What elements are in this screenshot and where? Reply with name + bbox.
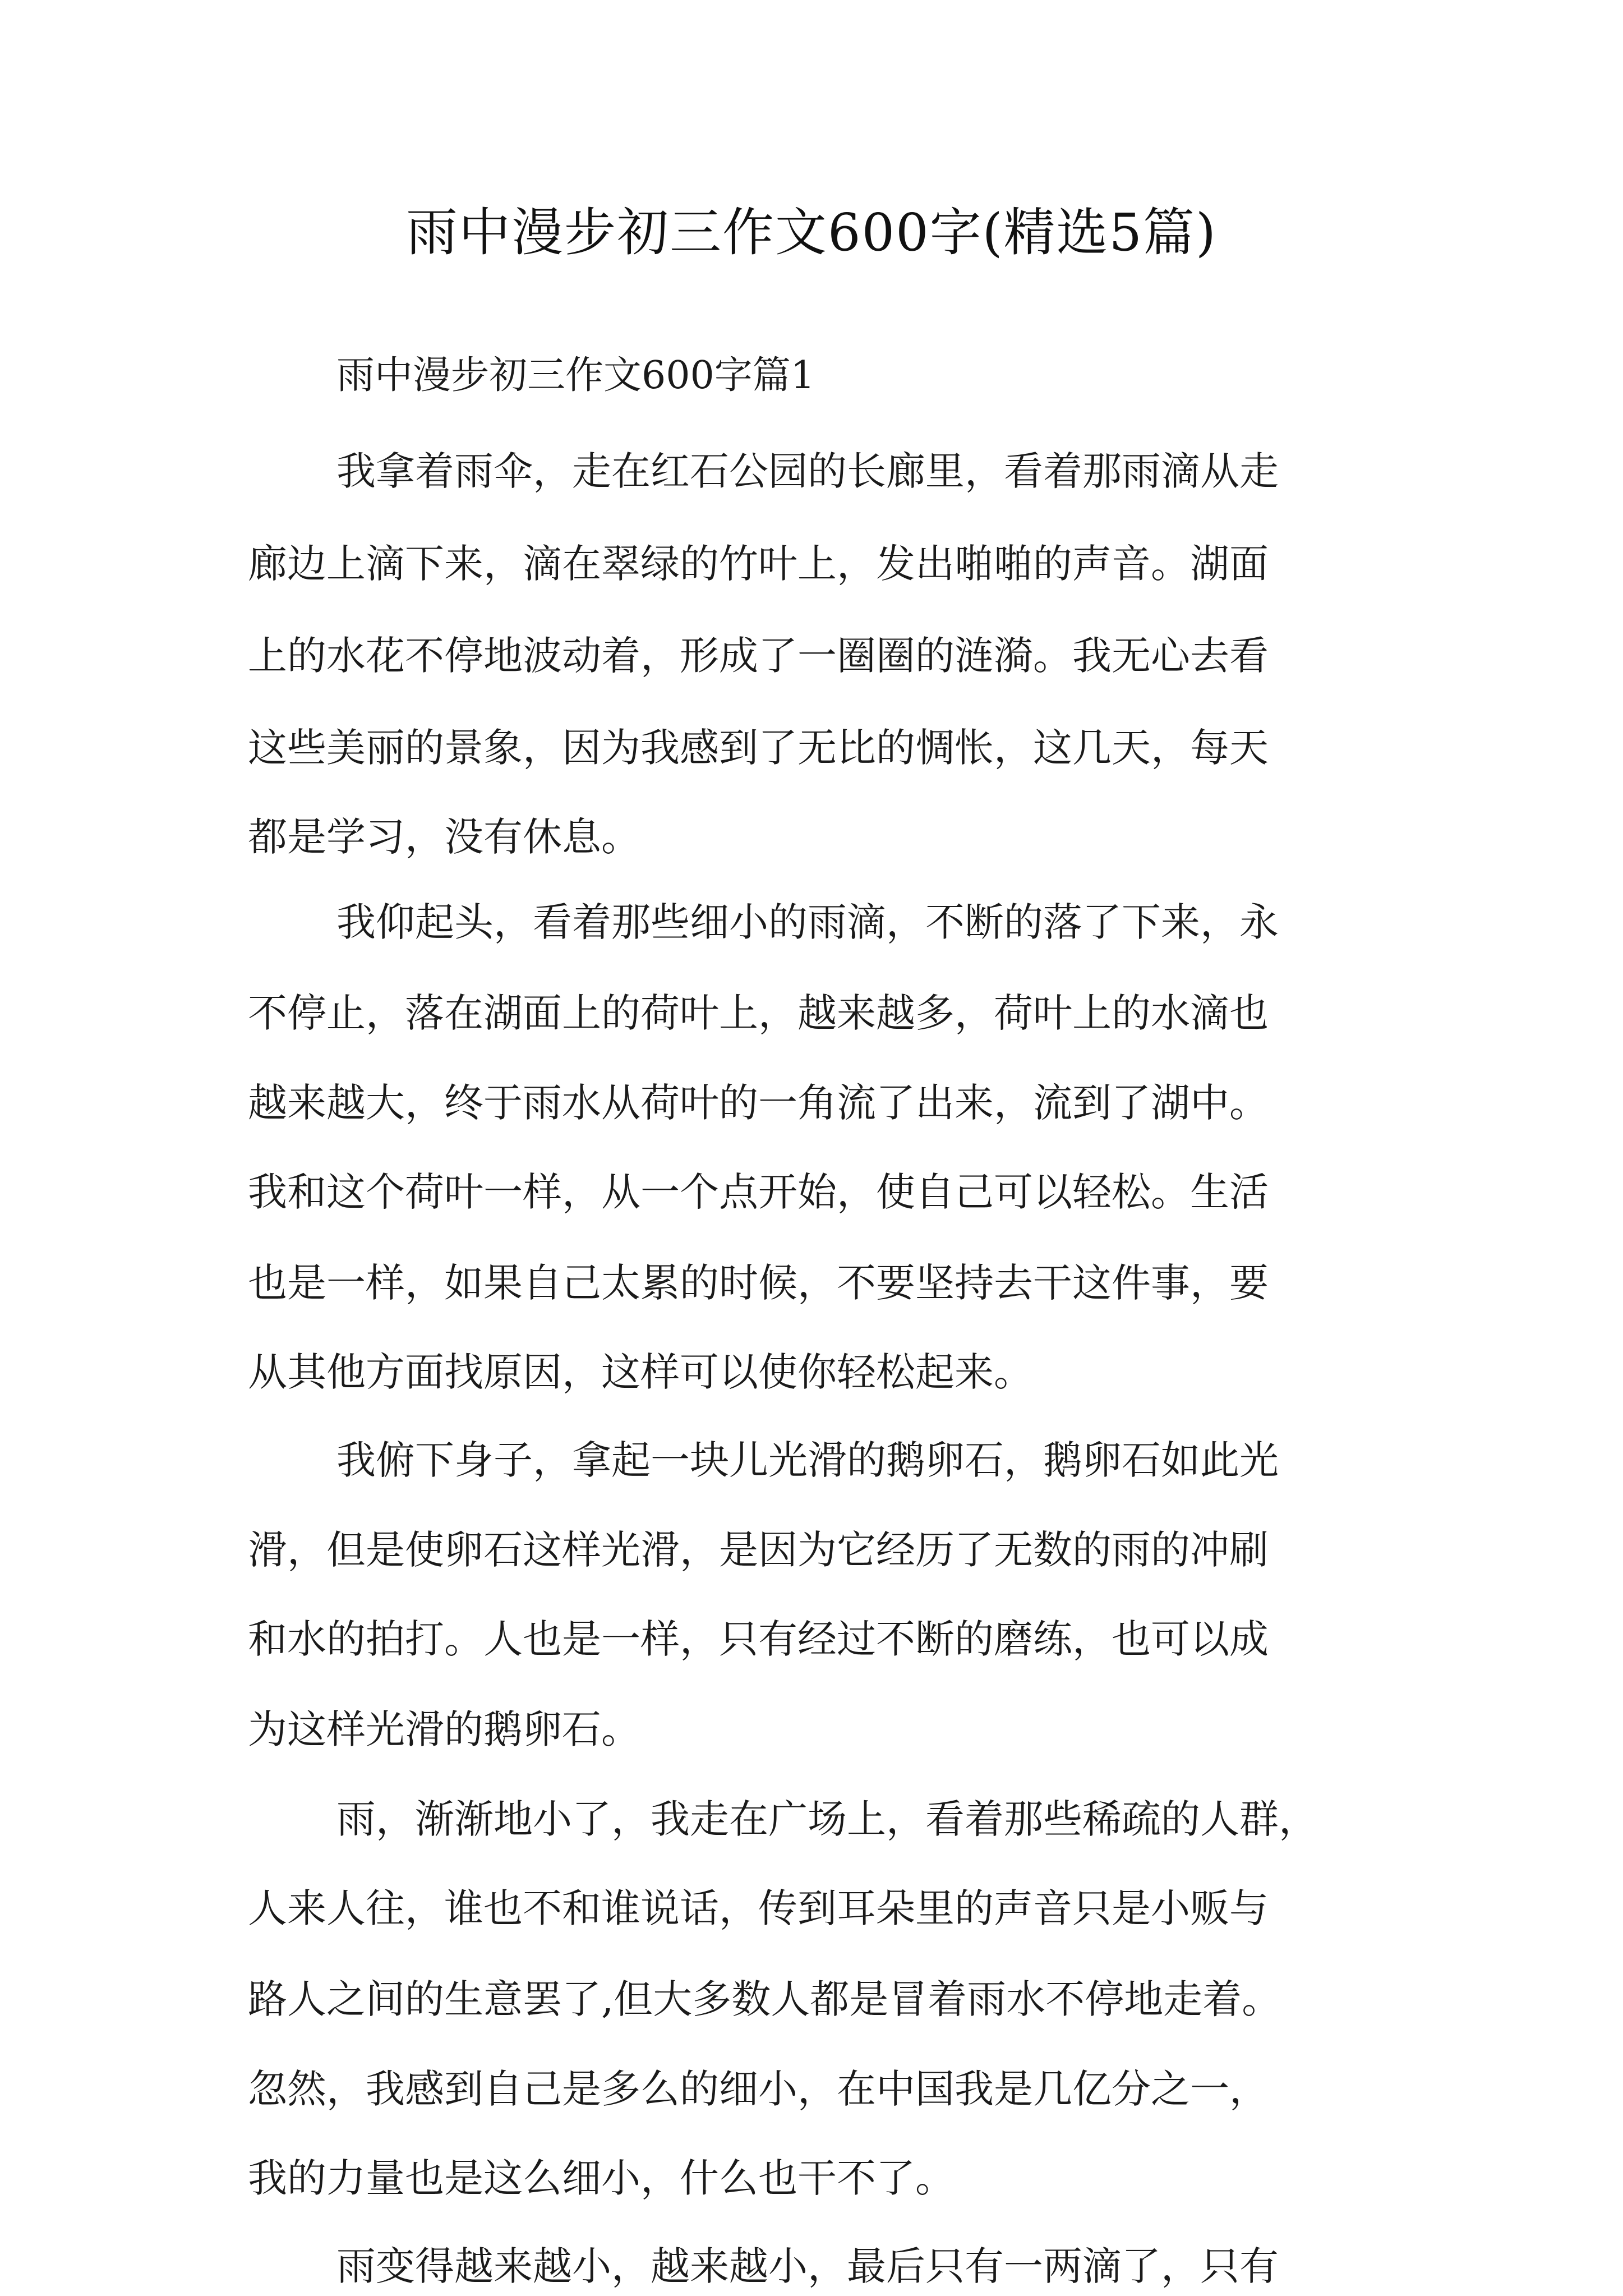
paragraph-line: 上的水花不停地波动着，形成了一圈圈的涟漪。我无心去看	[248, 633, 1269, 679]
paragraph-line: 从其他方面找原因，这样可以使你轻松起来。	[248, 1349, 1033, 1395]
paragraph-line: 廊边上滴下来，滴在翠绿的竹叶上，发出啪啪的声音。湖面	[248, 540, 1269, 587]
paragraph-line: 我的力量也是这么细小，什么也干不了。	[248, 2155, 955, 2201]
paragraph-line: 滑，但是使卵石这样光滑，是因为它经历了无数的雨的冲刷	[248, 1526, 1269, 1573]
paragraph-line: 雨，渐渐地小了，我走在广场上，看着那些稀疏的人群，	[336, 1796, 1318, 1843]
paragraph-line: 我和这个荷叶一样，从一个点开始，使自己可以轻松。生活	[248, 1168, 1269, 1215]
paragraph-line: 都是学习，没有休息。	[248, 813, 640, 860]
paragraph-line: 人来人往，谁也不和谁说话，传到耳朵里的声音只是小贩与	[248, 1885, 1269, 1932]
paragraph-line: 也是一样，如果自己太累的时候，不要坚持去干这件事，要	[248, 1259, 1269, 1306]
paragraph-line: 忽然，我感到自己是多么的细小，在中国我是几亿分之一，	[248, 2065, 1269, 2112]
paragraph-line: 越来越大，终于雨水从荷叶的一角流了出来，流到了湖中。	[248, 1079, 1269, 1126]
paragraph-line: 和水的拍打。人也是一样，只有经过不断的磨练，也可以成	[248, 1616, 1269, 1662]
document-title: 雨中漫步初三作文600字(精选5篇)	[406, 203, 1217, 263]
paragraph-line: 路人之间的生意罢了,但大多数人都是冒着雨水不停地走着。	[248, 1976, 1281, 2022]
paragraph-line: 我俯下身子，拿起一块儿光滑的鹅卵石，鹅卵石如此光	[336, 1437, 1279, 1483]
paragraph-line: 我拿着雨伞，走在红石公园的长廊里，看着那雨滴从走	[336, 448, 1279, 494]
paragraph-line: 这些美丽的景象，因为我感到了无比的惆怅，这几天，每天	[248, 724, 1269, 771]
section-heading: 雨中漫步初三作文600字篇1	[336, 353, 815, 398]
paragraph-line: 为这样光滑的鹅卵石。	[248, 1706, 640, 1753]
paragraph-line: 不停止，落在湖面上的荷叶上，越来越多，荷叶上的水滴也	[248, 990, 1269, 1036]
paragraph-line: 雨变得越来越小，越来越小，最后只有一两滴了，只有	[336, 2243, 1279, 2289]
paragraph-line: 我仰起头，看着那些细小的雨滴，不断的落了下来，永	[336, 899, 1279, 946]
